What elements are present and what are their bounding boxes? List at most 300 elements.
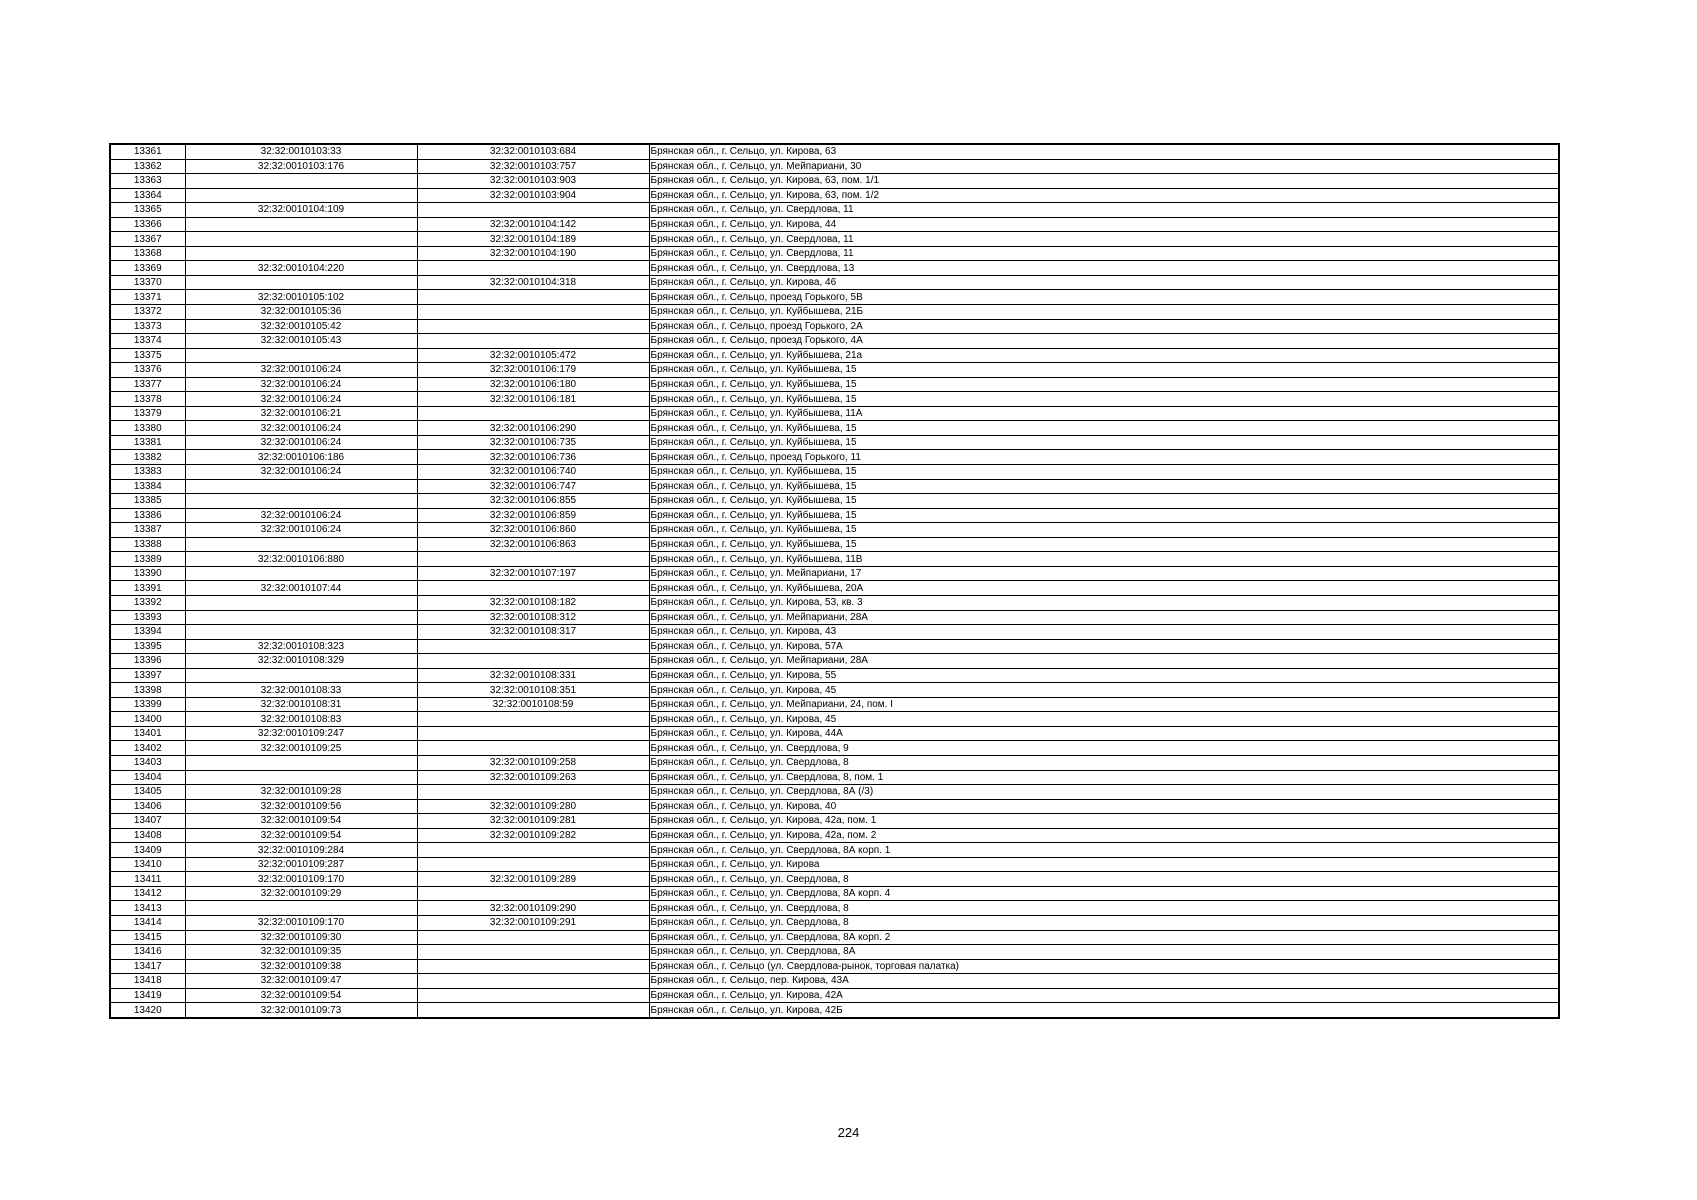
object-cadastral-number-cell: 32:32:0010104:189 — [417, 232, 649, 247]
object-cadastral-number-cell — [417, 581, 649, 596]
row-number-cell: 13365 — [110, 203, 185, 218]
table-row — [110, 348, 1559, 363]
row-number-cell: 13383 — [110, 465, 185, 480]
table-row — [110, 654, 1559, 669]
land-plot-cadastral-number-cell: 32:32:0010106:24 — [185, 377, 417, 392]
row-number-cell: 13377 — [110, 377, 185, 392]
object-cadastral-number-cell — [417, 988, 649, 1003]
table-row — [110, 406, 1559, 421]
land-plot-cadastral-number-cell: 32:32:0010106:24 — [185, 508, 417, 523]
table-row — [110, 595, 1559, 610]
land-plot-cadastral-number-cell — [185, 246, 417, 261]
row-number-cell: 13381 — [110, 435, 185, 450]
row-number-cell: 13408 — [110, 828, 185, 843]
row-number-cell: 13392 — [110, 595, 185, 610]
address-cell: Брянская обл., г. Сельцо, ул. Свердлова, 8А (/3) — [649, 785, 1559, 800]
object-cadastral-number-cell: 32:32:0010108:351 — [417, 683, 649, 698]
address-cell: Брянская обл., г. Сельцо, ул. Куйбышева, 21а — [649, 348, 1559, 363]
land-plot-cadastral-number-cell — [185, 275, 417, 290]
object-cadastral-number-cell: 32:32:0010105:472 — [417, 348, 649, 363]
address-cell: Брянская обл., г. Сельцо, ул. Куйбышева, 15 — [649, 435, 1559, 450]
row-number-cell: 13410 — [110, 857, 185, 872]
object-cadastral-number-cell: 32:32:0010109:291 — [417, 915, 649, 930]
land-plot-cadastral-number-cell: 32:32:0010106:24 — [185, 421, 417, 436]
address-cell: Брянская обл., г. Сельцо, ул. Кирова, 43 — [649, 625, 1559, 640]
row-number-cell: 13366 — [110, 217, 185, 232]
row-number-cell: 13414 — [110, 915, 185, 930]
land-plot-cadastral-number-cell: 32:32:0010109:56 — [185, 799, 417, 814]
address-cell: Брянская обл., г. Сельцо, ул. Кирова, 63, пом. 1/2 — [649, 188, 1559, 203]
row-number-cell: 13371 — [110, 290, 185, 305]
land-plot-cadastral-number-cell: 32:32:0010107:44 — [185, 581, 417, 596]
address-cell: Брянская обл., г. Сельцо, проезд Горького, 2А — [649, 319, 1559, 334]
row-number-cell: 13404 — [110, 770, 185, 785]
row-number-cell: 13411 — [110, 872, 185, 887]
table-row — [110, 988, 1559, 1003]
address-cell: Брянская обл., г. Сельцо, ул. Куйбышева, 11В — [649, 552, 1559, 567]
row-number-cell: 13389 — [110, 552, 185, 567]
row-number-cell: 13368 — [110, 246, 185, 261]
object-cadastral-number-cell — [417, 305, 649, 320]
row-number-cell: 13379 — [110, 406, 185, 421]
table-row — [110, 843, 1559, 858]
land-plot-cadastral-number-cell: 32:32:0010109:54 — [185, 814, 417, 829]
row-number-cell: 13395 — [110, 639, 185, 654]
table-row — [110, 232, 1559, 247]
address-cell: Брянская обл., г. Сельцо, ул. Свердлова, 8 — [649, 915, 1559, 930]
land-plot-cadastral-number-cell: 32:32:0010108:83 — [185, 712, 417, 727]
object-cadastral-number-cell: 32:32:0010106:855 — [417, 494, 649, 509]
address-cell: Брянская обл., г. Сельцо, ул. Кирова, 57А — [649, 639, 1559, 654]
land-plot-cadastral-number-cell: 32:32:0010106:21 — [185, 406, 417, 421]
land-plot-cadastral-number-cell — [185, 668, 417, 683]
address-cell: Брянская обл., г. Сельцо, ул. Куйбышева, 15 — [649, 392, 1559, 407]
row-number-cell: 13415 — [110, 930, 185, 945]
table-row — [110, 683, 1559, 698]
object-cadastral-number-cell: 32:32:0010103:684 — [417, 144, 649, 159]
row-number-cell: 13391 — [110, 581, 185, 596]
row-number-cell: 13382 — [110, 450, 185, 465]
object-cadastral-number-cell: 32:32:0010108:182 — [417, 595, 649, 610]
object-cadastral-number-cell: 32:32:0010109:280 — [417, 799, 649, 814]
address-cell: Брянская обл., г. Сельцо, ул. Куйбышева, 15 — [649, 523, 1559, 538]
address-cell: Брянская обл., г. Сельцо, ул. Свердлова, 8А корп. 4 — [649, 886, 1559, 901]
table-row — [110, 857, 1559, 872]
address-cell: Брянская обл., г. Сельцо, ул. Свердлова, 8 — [649, 755, 1559, 770]
object-cadastral-number-cell: 32:32:0010108:331 — [417, 668, 649, 683]
object-cadastral-number-cell — [417, 857, 649, 872]
table-row — [110, 610, 1559, 625]
land-plot-cadastral-number-cell — [185, 494, 417, 509]
land-plot-cadastral-number-cell: 32:32:0010103:176 — [185, 159, 417, 174]
object-cadastral-number-cell: 32:32:0010108:59 — [417, 697, 649, 712]
row-number-cell: 13406 — [110, 799, 185, 814]
row-number-cell: 13393 — [110, 610, 185, 625]
land-plot-cadastral-number-cell: 32:32:0010109:38 — [185, 959, 417, 974]
address-cell: Брянская обл., г. Сельцо, ул. Куйбышева, 15 — [649, 537, 1559, 552]
object-cadastral-number-cell: 32:32:0010109:289 — [417, 872, 649, 887]
land-plot-cadastral-number-cell: 32:32:0010105:36 — [185, 305, 417, 320]
land-plot-cadastral-number-cell: 32:32:0010109:170 — [185, 872, 417, 887]
address-cell: Брянская обл., г. Сельцо (ул. Свердлова-рынок, торговая палатка) — [649, 959, 1559, 974]
land-plot-cadastral-number-cell: 32:32:0010106:24 — [185, 523, 417, 538]
row-number-cell: 13386 — [110, 508, 185, 523]
land-plot-cadastral-number-cell: 32:32:0010109:54 — [185, 988, 417, 1003]
table-row — [110, 770, 1559, 785]
table-row — [110, 930, 1559, 945]
land-plot-cadastral-number-cell: 32:32:0010109:28 — [185, 785, 417, 800]
table-row — [110, 726, 1559, 741]
land-plot-cadastral-number-cell — [185, 625, 417, 640]
address-cell: Брянская обл., г. Сельцо, ул. Свердлова, 9 — [649, 741, 1559, 756]
address-cell: Брянская обл., г. Сельцо, ул. Мейпариани, 24, пом. I — [649, 697, 1559, 712]
table-row — [110, 799, 1559, 814]
land-plot-cadastral-number-cell — [185, 232, 417, 247]
row-number-cell: 13384 — [110, 479, 185, 494]
table-row — [110, 1003, 1559, 1018]
object-cadastral-number-cell: 32:32:0010108:312 — [417, 610, 649, 625]
registry-table-body — [110, 144, 1559, 1018]
address-cell: Брянская обл., г. Сельцо, ул. Мейпариани, 30 — [649, 159, 1559, 174]
table-row — [110, 508, 1559, 523]
land-plot-cadastral-number-cell — [185, 901, 417, 916]
object-cadastral-number-cell: 32:32:0010104:142 — [417, 217, 649, 232]
row-number-cell: 13387 — [110, 523, 185, 538]
address-cell: Брянская обл., г. Сельцо, ул. Свердлова, 8А — [649, 945, 1559, 960]
object-cadastral-number-cell: 32:32:0010106:860 — [417, 523, 649, 538]
address-cell: Брянская обл., г. Сельцо, ул. Кирова, 44А — [649, 726, 1559, 741]
row-number-cell: 13401 — [110, 726, 185, 741]
address-cell: Брянская обл., г. Сельцо, ул. Куйбышева, 15 — [649, 377, 1559, 392]
table-row — [110, 319, 1559, 334]
land-plot-cadastral-number-cell: 32:32:0010109:247 — [185, 726, 417, 741]
land-plot-cadastral-number-cell — [185, 217, 417, 232]
land-plot-cadastral-number-cell: 32:32:0010106:24 — [185, 363, 417, 378]
object-cadastral-number-cell — [417, 1003, 649, 1018]
row-number-cell: 13413 — [110, 901, 185, 916]
table-row — [110, 363, 1559, 378]
land-plot-cadastral-number-cell — [185, 755, 417, 770]
table-row — [110, 785, 1559, 800]
address-cell: Брянская обл., г. Сельцо, ул. Мейпариани, 28А — [649, 610, 1559, 625]
land-plot-cadastral-number-cell: 32:32:0010109:287 — [185, 857, 417, 872]
table-row — [110, 217, 1559, 232]
table-row — [110, 552, 1559, 567]
table-row — [110, 915, 1559, 930]
address-cell: Брянская обл., г. Сельцо, ул. Кирова, 46 — [649, 275, 1559, 290]
object-cadastral-number-cell: 32:32:0010109:281 — [417, 814, 649, 829]
object-cadastral-number-cell — [417, 406, 649, 421]
table-row — [110, 188, 1559, 203]
address-cell: Брянская обл., г. Сельцо, ул. Куйбышева, 15 — [649, 421, 1559, 436]
table-row — [110, 625, 1559, 640]
address-cell: Брянская обл., г. Сельцо, ул. Куйбышева, 15 — [649, 363, 1559, 378]
object-cadastral-number-cell — [417, 654, 649, 669]
land-plot-cadastral-number-cell — [185, 610, 417, 625]
address-cell: Брянская обл., г. Сельцо, ул. Куйбышева, 15 — [649, 465, 1559, 480]
address-cell: Брянская обл., г. Сельцо, ул. Кирова, 53, кв. 3 — [649, 595, 1559, 610]
object-cadastral-number-cell: 32:32:0010106:863 — [417, 537, 649, 552]
object-cadastral-number-cell — [417, 552, 649, 567]
table-row — [110, 814, 1559, 829]
land-plot-cadastral-number-cell: 32:32:0010106:880 — [185, 552, 417, 567]
table-row — [110, 465, 1559, 480]
row-number-cell: 13370 — [110, 275, 185, 290]
land-plot-cadastral-number-cell — [185, 188, 417, 203]
row-number-cell: 13409 — [110, 843, 185, 858]
address-cell: Брянская обл., г. Сельцо, ул. Свердлова, 11 — [649, 246, 1559, 261]
row-number-cell: 13385 — [110, 494, 185, 509]
table-row — [110, 144, 1559, 159]
table-row — [110, 581, 1559, 596]
address-cell: Брянская обл., г. Сельцо, ул. Куйбышева, 15 — [649, 494, 1559, 509]
land-plot-cadastral-number-cell: 32:32:0010109:170 — [185, 915, 417, 930]
row-number-cell: 13405 — [110, 785, 185, 800]
object-cadastral-number-cell: 32:32:0010106:736 — [417, 450, 649, 465]
table-row — [110, 697, 1559, 712]
page-number: 224 — [837, 1125, 860, 1140]
object-cadastral-number-cell: 32:32:0010109:263 — [417, 770, 649, 785]
object-cadastral-number-cell — [417, 843, 649, 858]
row-number-cell: 13420 — [110, 1003, 185, 1018]
address-cell: Брянская обл., г. Сельцо, ул. Кирова, 63 — [649, 144, 1559, 159]
object-cadastral-number-cell: 32:32:0010109:282 — [417, 828, 649, 843]
address-cell: Брянская обл., г. Сельцо, ул. Кирова, 42Б — [649, 1003, 1559, 1018]
table-row — [110, 886, 1559, 901]
row-number-cell: 13399 — [110, 697, 185, 712]
row-number-cell: 13364 — [110, 188, 185, 203]
address-cell: Брянская обл., г. Сельцо, проезд Горького, 11 — [649, 450, 1559, 465]
object-cadastral-number-cell — [417, 945, 649, 960]
land-plot-cadastral-number-cell: 32:32:0010109:35 — [185, 945, 417, 960]
table-row — [110, 290, 1559, 305]
row-number-cell: 13380 — [110, 421, 185, 436]
table-row — [110, 435, 1559, 450]
object-cadastral-number-cell: 32:32:0010104:318 — [417, 275, 649, 290]
object-cadastral-number-cell: 32:32:0010107:197 — [417, 566, 649, 581]
table-row — [110, 159, 1559, 174]
land-plot-cadastral-number-cell: 32:32:0010108:31 — [185, 697, 417, 712]
land-plot-cadastral-number-cell — [185, 537, 417, 552]
object-cadastral-number-cell — [417, 930, 649, 945]
row-number-cell: 13396 — [110, 654, 185, 669]
address-cell: Брянская обл., г. Сельцо, ул. Свердлова, 8А корп. 1 — [649, 843, 1559, 858]
row-number-cell: 13403 — [110, 755, 185, 770]
object-cadastral-number-cell: 32:32:0010106:290 — [417, 421, 649, 436]
row-number-cell: 13375 — [110, 348, 185, 363]
address-cell: Брянская обл., г. Сельцо, ул. Свердлова, 11 — [649, 203, 1559, 218]
object-cadastral-number-cell — [417, 726, 649, 741]
row-number-cell: 13419 — [110, 988, 185, 1003]
table-row — [110, 334, 1559, 349]
table-row — [110, 392, 1559, 407]
address-cell: Брянская обл., г. Сельцо, ул. Куйбышева, 15 — [649, 508, 1559, 523]
land-plot-cadastral-number-cell: 32:32:0010106:24 — [185, 392, 417, 407]
address-cell: Брянская обл., г. Сельцо, ул. Куйбышева, 15 — [649, 479, 1559, 494]
table-row — [110, 712, 1559, 727]
address-cell: Брянская обл., г. Сельцо, ул. Свердлова, 8 — [649, 872, 1559, 887]
address-cell: Брянская обл., г. Сельцо, ул. Кирова, 45 — [649, 712, 1559, 727]
address-cell: Брянская обл., г. Сельцо, ул. Кирова, 42А — [649, 988, 1559, 1003]
object-cadastral-number-cell: 32:32:0010109:258 — [417, 755, 649, 770]
land-plot-cadastral-number-cell: 32:32:0010106:24 — [185, 435, 417, 450]
land-plot-cadastral-number-cell — [185, 348, 417, 363]
row-number-cell: 13367 — [110, 232, 185, 247]
land-plot-cadastral-number-cell: 32:32:0010104:220 — [185, 261, 417, 276]
address-cell: Брянская обл., г. Сельцо, ул. Кирова, 40 — [649, 799, 1559, 814]
land-plot-cadastral-number-cell — [185, 566, 417, 581]
object-cadastral-number-cell: 32:32:0010106:747 — [417, 479, 649, 494]
land-plot-cadastral-number-cell: 32:32:0010108:33 — [185, 683, 417, 698]
object-cadastral-number-cell — [417, 974, 649, 989]
row-number-cell: 13372 — [110, 305, 185, 320]
table-row — [110, 755, 1559, 770]
registry-table — [109, 143, 1560, 1019]
table-row — [110, 275, 1559, 290]
land-plot-cadastral-number-cell: 32:32:0010106:24 — [185, 465, 417, 480]
land-plot-cadastral-number-cell: 32:32:0010105:102 — [185, 290, 417, 305]
row-number-cell: 13412 — [110, 886, 185, 901]
object-cadastral-number-cell — [417, 741, 649, 756]
table-row — [110, 974, 1559, 989]
table-row — [110, 494, 1559, 509]
object-cadastral-number-cell — [417, 886, 649, 901]
table-row — [110, 203, 1559, 218]
address-cell: Брянская обл., г. Сельцо, ул. Свердлова, 13 — [649, 261, 1559, 276]
row-number-cell: 13394 — [110, 625, 185, 640]
address-cell: Брянская обл., г. Сельцо, ул. Мейпариани, 17 — [649, 566, 1559, 581]
table-row — [110, 901, 1559, 916]
address-cell: Брянская обл., г. Сельцо, ул. Кирова, 44 — [649, 217, 1559, 232]
object-cadastral-number-cell: 32:32:0010103:757 — [417, 159, 649, 174]
address-cell: Брянская обл., г. Сельцо, ул. Кирова, 45 — [649, 683, 1559, 698]
address-cell: Брянская обл., г. Сельцо, проезд Горького, 5В — [649, 290, 1559, 305]
land-plot-cadastral-number-cell — [185, 595, 417, 610]
object-cadastral-number-cell: 32:32:0010106:181 — [417, 392, 649, 407]
object-cadastral-number-cell: 32:32:0010106:180 — [417, 377, 649, 392]
row-number-cell: 13418 — [110, 974, 185, 989]
row-number-cell: 13417 — [110, 959, 185, 974]
table-row — [110, 377, 1559, 392]
table-row — [110, 959, 1559, 974]
object-cadastral-number-cell: 32:32:0010106:740 — [417, 465, 649, 480]
table-row — [110, 872, 1559, 887]
table-row — [110, 174, 1559, 189]
row-number-cell: 13390 — [110, 566, 185, 581]
table-row — [110, 945, 1559, 960]
object-cadastral-number-cell — [417, 203, 649, 218]
land-plot-cadastral-number-cell: 32:32:0010109:284 — [185, 843, 417, 858]
address-cell: Брянская обл., г. Сельцо, ул. Свердлова, 8А корп. 2 — [649, 930, 1559, 945]
object-cadastral-number-cell — [417, 334, 649, 349]
table-row — [110, 741, 1559, 756]
row-number-cell: 13402 — [110, 741, 185, 756]
row-number-cell: 13373 — [110, 319, 185, 334]
table-row — [110, 639, 1559, 654]
row-number-cell: 13388 — [110, 537, 185, 552]
address-cell: Брянская обл., г. Сельцо, ул. Кирова, 63, пом. 1/1 — [649, 174, 1559, 189]
table-row — [110, 828, 1559, 843]
row-number-cell: 13376 — [110, 363, 185, 378]
address-cell: Брянская обл., г. Сельцо, ул. Кирова, 42а, пом. 2 — [649, 828, 1559, 843]
row-number-cell: 13363 — [110, 174, 185, 189]
table-row — [110, 668, 1559, 683]
table-row — [110, 261, 1559, 276]
land-plot-cadastral-number-cell: 32:32:0010108:323 — [185, 639, 417, 654]
land-plot-cadastral-number-cell: 32:32:0010109:30 — [185, 930, 417, 945]
row-number-cell: 13369 — [110, 261, 185, 276]
object-cadastral-number-cell: 32:32:0010106:179 — [417, 363, 649, 378]
table-row — [110, 479, 1559, 494]
object-cadastral-number-cell: 32:32:0010103:904 — [417, 188, 649, 203]
table-row — [110, 537, 1559, 552]
land-plot-cadastral-number-cell: 32:32:0010103:33 — [185, 144, 417, 159]
table-row — [110, 450, 1559, 465]
address-cell: Брянская обл., г. Сельцо, ул. Кирова, 42а, пом. 1 — [649, 814, 1559, 829]
object-cadastral-number-cell: 32:32:0010104:190 — [417, 246, 649, 261]
address-cell: Брянская обл., г. Сельцо, ул. Кирова — [649, 857, 1559, 872]
address-cell: Брянская обл., г. Сельцо, ул. Свердлова, 11 — [649, 232, 1559, 247]
row-number-cell: 13407 — [110, 814, 185, 829]
land-plot-cadastral-number-cell: 32:32:0010109:54 — [185, 828, 417, 843]
object-cadastral-number-cell — [417, 319, 649, 334]
object-cadastral-number-cell: 32:32:0010106:735 — [417, 435, 649, 450]
address-cell: Брянская обл., г. Сельцо, проезд Горького, 4А — [649, 334, 1559, 349]
address-cell: Брянская обл., г. Сельцо, ул. Куйбышева, 21Б — [649, 305, 1559, 320]
object-cadastral-number-cell: 32:32:0010108:317 — [417, 625, 649, 640]
row-number-cell: 13397 — [110, 668, 185, 683]
land-plot-cadastral-number-cell: 32:32:0010109:29 — [185, 886, 417, 901]
row-number-cell: 13361 — [110, 144, 185, 159]
address-cell: Брянская обл., г. Сельцо, ул. Куйбышева, 20А — [649, 581, 1559, 596]
land-plot-cadastral-number-cell — [185, 479, 417, 494]
land-plot-cadastral-number-cell — [185, 770, 417, 785]
object-cadastral-number-cell: 32:32:0010106:859 — [417, 508, 649, 523]
object-cadastral-number-cell — [417, 639, 649, 654]
table-row — [110, 523, 1559, 538]
row-number-cell: 13362 — [110, 159, 185, 174]
address-cell: Брянская обл., г. Сельцо, ул. Мейпариани, 28А — [649, 654, 1559, 669]
object-cadastral-number-cell — [417, 290, 649, 305]
object-cadastral-number-cell: 32:32:0010103:903 — [417, 174, 649, 189]
land-plot-cadastral-number-cell — [185, 174, 417, 189]
row-number-cell: 13400 — [110, 712, 185, 727]
land-plot-cadastral-number-cell: 32:32:0010105:43 — [185, 334, 417, 349]
object-cadastral-number-cell — [417, 712, 649, 727]
land-plot-cadastral-number-cell: 32:32:0010109:25 — [185, 741, 417, 756]
object-cadastral-number-cell: 32:32:0010109:290 — [417, 901, 649, 916]
land-plot-cadastral-number-cell: 32:32:0010109:73 — [185, 1003, 417, 1018]
table-row — [110, 305, 1559, 320]
table-row — [110, 421, 1559, 436]
object-cadastral-number-cell — [417, 785, 649, 800]
address-cell: Брянская обл., г. Сельцо, ул. Кирова, 55 — [649, 668, 1559, 683]
table-row — [110, 246, 1559, 261]
land-plot-cadastral-number-cell: 32:32:0010105:42 — [185, 319, 417, 334]
address-cell: Брянская обл., г. Сельцо, ул. Свердлова, 8, пом. 1 — [649, 770, 1559, 785]
table-row — [110, 566, 1559, 581]
land-plot-cadastral-number-cell: 32:32:0010108:329 — [185, 654, 417, 669]
row-number-cell: 13416 — [110, 945, 185, 960]
address-cell: Брянская обл., г. Сельцо, пер. Кирова, 43А — [649, 974, 1559, 989]
address-cell: Брянская обл., г. Сельцо, ул. Куйбышева, 11А — [649, 406, 1559, 421]
land-plot-cadastral-number-cell: 32:32:0010106:186 — [185, 450, 417, 465]
row-number-cell: 13378 — [110, 392, 185, 407]
address-cell: Брянская обл., г. Сельцо, ул. Свердлова, 8 — [649, 901, 1559, 916]
row-number-cell: 13374 — [110, 334, 185, 349]
land-plot-cadastral-number-cell: 32:32:0010104:109 — [185, 203, 417, 218]
row-number-cell: 13398 — [110, 683, 185, 698]
